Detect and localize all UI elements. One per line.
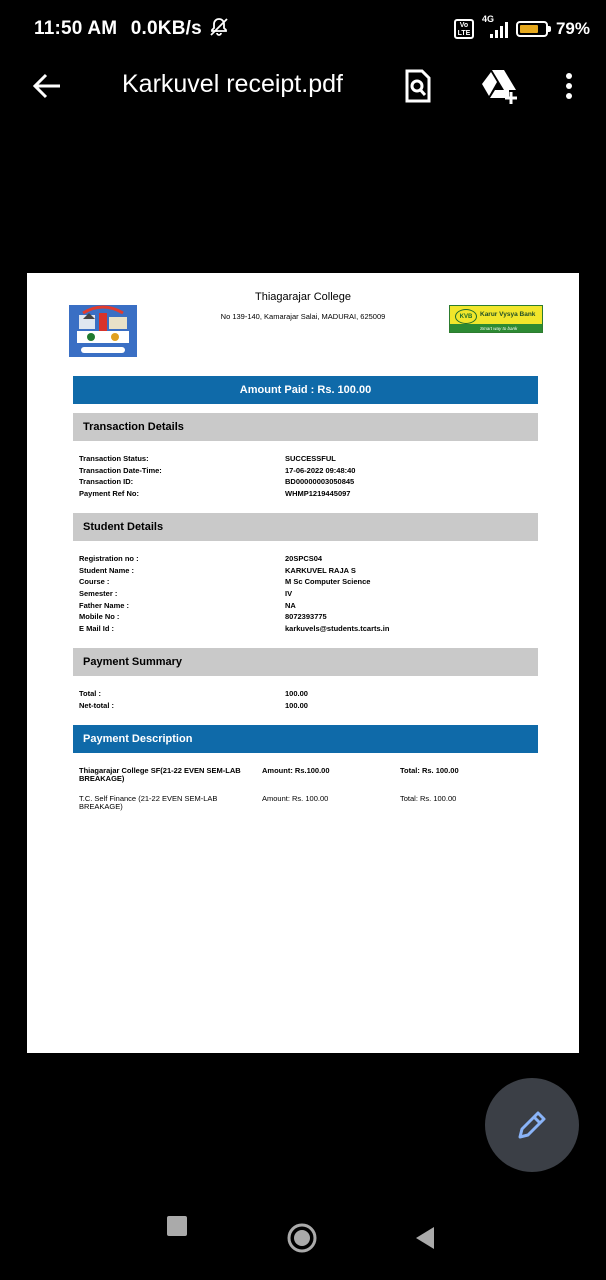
detail-label: E Mail Id : — [79, 624, 115, 634]
detail-value: 100.00 — [285, 689, 308, 698]
detail-row — [79, 689, 539, 701]
recents-square-icon — [166, 1215, 188, 1237]
detail-label: Net-total : — [79, 700, 114, 710]
description-amount: Amount: Rs.100.00 — [262, 766, 330, 775]
status-bar — [0, 0, 606, 60]
detail-value: NA — [285, 600, 296, 610]
edit-button[interactable] — [485, 1078, 579, 1172]
detail-row — [79, 601, 539, 613]
detail-row — [79, 477, 539, 489]
description-row — [79, 795, 539, 823]
app-bar — [0, 60, 606, 112]
detail-row — [79, 612, 539, 624]
student-details-header: Student Details — [73, 513, 538, 541]
college-address: No 139-140, Kamarajar Salai, MADURAI, 625009 — [220, 312, 386, 321]
detail-label: Course : — [79, 577, 110, 587]
transaction-details — [79, 454, 539, 501]
detail-label: Semester : — [79, 589, 118, 599]
detail-value: SUCCESSFUL — [285, 454, 336, 463]
detail-row — [79, 566, 539, 578]
detail-row — [79, 589, 539, 601]
back-button[interactable] — [30, 68, 66, 104]
detail-row — [79, 554, 539, 566]
detail-value: 100.00 — [285, 700, 308, 710]
drive-add-icon — [478, 66, 522, 106]
detail-row — [79, 489, 539, 501]
network-type: 4G — [481, 14, 494, 24]
detail-label: Transaction ID: — [79, 477, 134, 487]
student-details — [79, 554, 539, 636]
detail-label: Transaction Date-Time: — [79, 465, 162, 475]
recents-button[interactable] — [166, 1215, 188, 1242]
college-emblem-icon — [69, 305, 137, 357]
detail-label: Payment Ref No: — [79, 489, 140, 499]
find-in-page-button[interactable] — [398, 66, 438, 106]
detail-value: karkuvels@students.tcarts.in — [285, 624, 390, 634]
status-icons — [454, 15, 590, 43]
detail-label: Mobile No : — [79, 612, 120, 622]
detail-label: Transaction Status: — [79, 454, 149, 463]
payment-summary-header: Payment Summary — [73, 648, 538, 676]
more-vert-icon — [549, 66, 589, 106]
description-total: Total: Rs. 100.00 — [400, 766, 459, 775]
signal-icon — [481, 14, 508, 38]
battery-icon — [516, 21, 548, 37]
detail-value: WHMP1219445097 — [285, 489, 351, 499]
find-in-page-icon — [398, 66, 438, 106]
detail-value: 17-06-2022 09:48:40 — [285, 465, 356, 475]
net-speed: 0.0KB/s — [130, 18, 202, 39]
bank-logo-tagline: Smart way to bank — [480, 326, 518, 331]
back-triangle-icon — [414, 1226, 436, 1250]
document-title: Karkuvel receipt.pdf — [122, 70, 343, 98]
description-amount: Amount: Rs. 100.00 — [262, 794, 329, 803]
detail-row — [79, 577, 539, 589]
detail-value: BD00000003050845 — [285, 477, 355, 487]
transaction-details-header: Transaction Details — [73, 413, 538, 441]
detail-row — [79, 454, 539, 466]
detail-label: Student Name : — [79, 565, 135, 575]
amount-paid-banner: Amount Paid : Rs. 100.00 — [73, 376, 538, 404]
bank-logo-name: Karur Vysya Bank — [480, 311, 536, 318]
detail-value: 20SPCS04 — [285, 554, 323, 563]
college-name: Thiagarajar College — [255, 291, 351, 303]
payment-summary — [79, 689, 539, 712]
detail-label: Total : — [79, 689, 101, 698]
detail-label: Father Name : — [79, 600, 130, 610]
detail-row — [79, 701, 539, 713]
detail-label: Registration no : — [79, 554, 139, 563]
college-logo — [69, 305, 137, 357]
bank-logo — [449, 305, 543, 333]
notifications-off-icon — [209, 17, 229, 37]
detail-value: M Sc Computer Science — [285, 577, 371, 587]
description-item: T.C. Self Finance (21-22 EVEN SEM-LAB BREAKAGE) — [79, 794, 218, 811]
volte-icon: Vo LTE — [454, 19, 474, 39]
detail-row — [79, 624, 539, 636]
nav-back-button[interactable] — [414, 1226, 436, 1255]
description-total: Total: Rs. 100.00 — [400, 794, 457, 803]
home-button[interactable] — [286, 1222, 318, 1259]
description-row — [79, 767, 539, 795]
payment-description — [79, 767, 539, 823]
edit-pencil-icon — [514, 1107, 550, 1143]
save-to-drive-button[interactable] — [478, 66, 518, 106]
home-circle-icon — [286, 1222, 318, 1254]
detail-value: 8072393775 — [285, 612, 327, 622]
description-item: Thiagarajar College SF(21-22 EVEN SEM-LAB BREAKAGE) — [79, 766, 241, 783]
bank-logo-abbr: KVB — [455, 309, 477, 324]
detail-row — [79, 466, 539, 478]
pdf-page — [27, 273, 579, 1053]
detail-value: IV — [285, 589, 293, 599]
detail-value: KARKUVEL RAJA S — [285, 565, 356, 575]
payment-description-header: Payment Description — [73, 725, 538, 753]
status-time — [34, 17, 229, 40]
more-options-button[interactable] — [549, 66, 589, 106]
arrow-left-icon — [30, 68, 66, 104]
clock: 11:50 AM — [34, 18, 118, 39]
battery-percent: 79% — [555, 19, 590, 38]
